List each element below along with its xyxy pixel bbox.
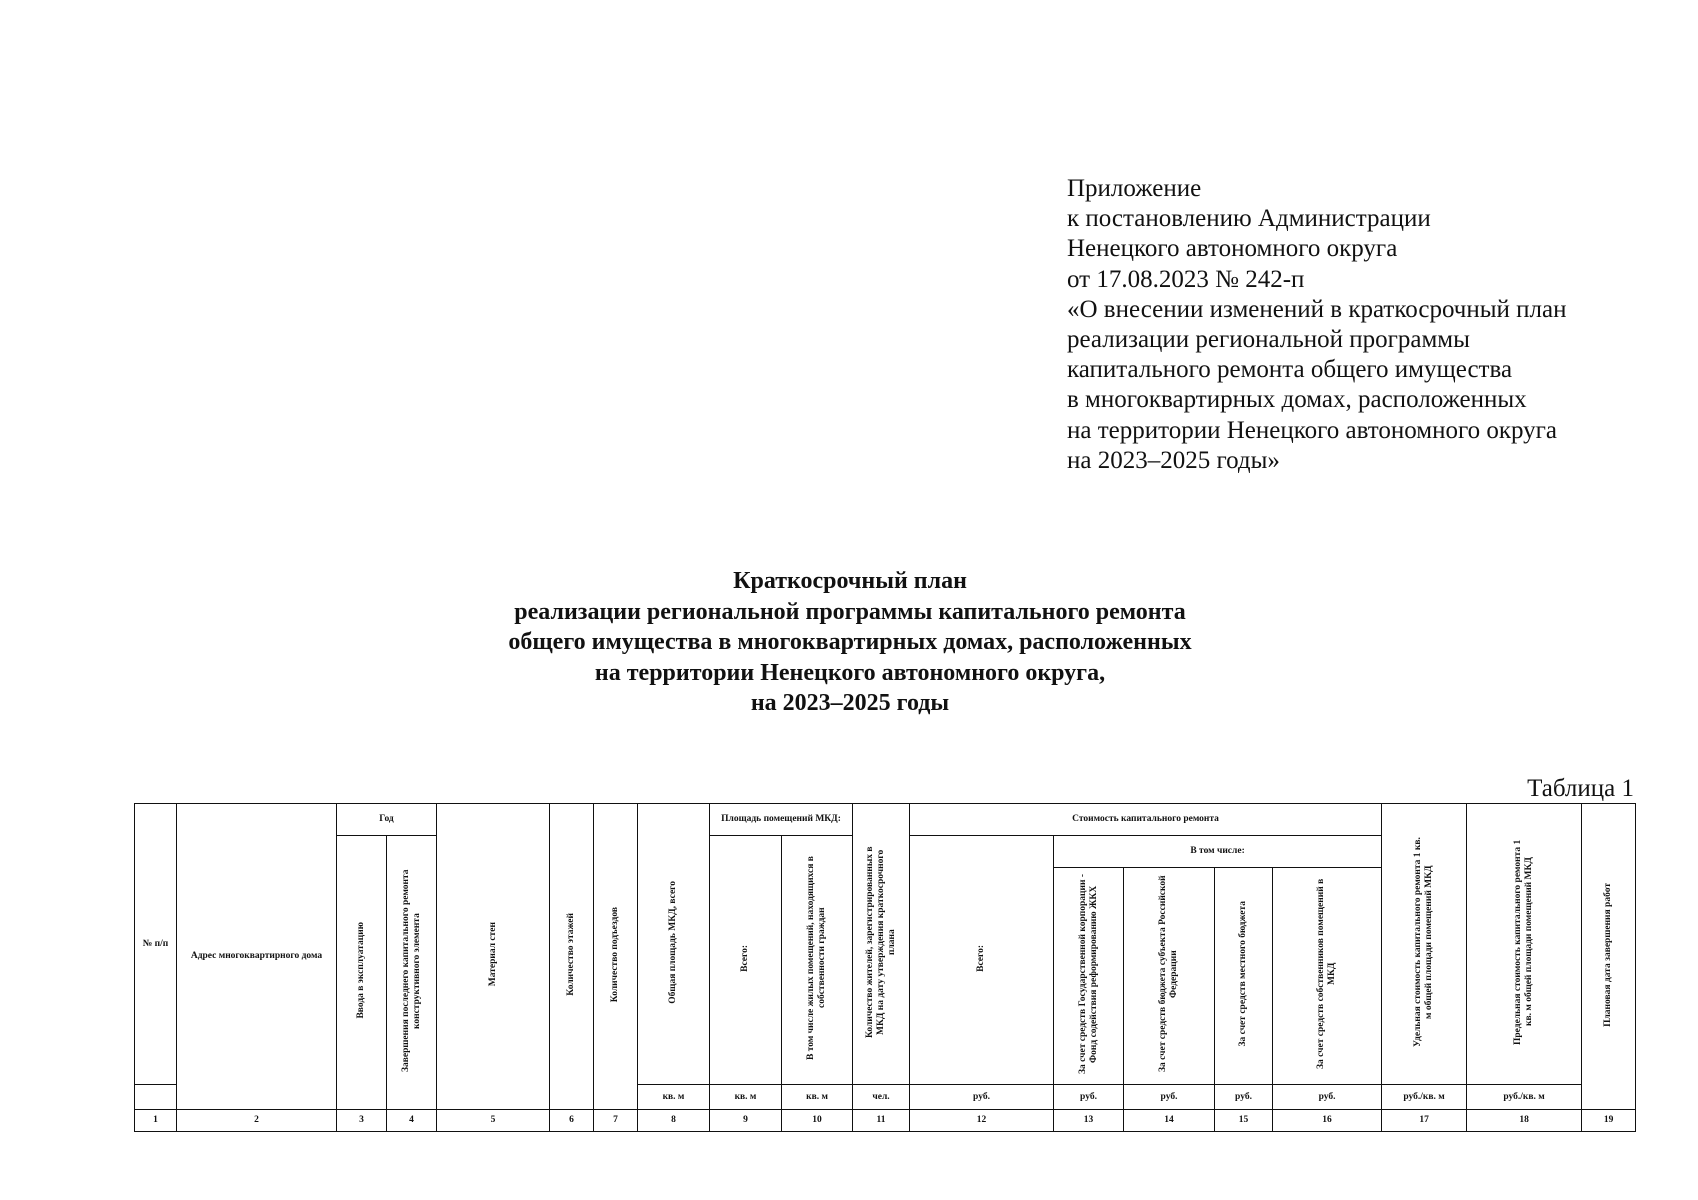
appendix-line: капитального ремонта общего имущества [1067, 356, 1513, 384]
unit-cost-fund: руб. [1054, 1085, 1124, 1110]
column-number: 14 [1124, 1110, 1215, 1132]
column-number: 3 [337, 1110, 387, 1132]
column-number: 18 [1467, 1110, 1582, 1132]
unit-cost-total: руб. [910, 1085, 1054, 1110]
header-entrances: Количество подъездов [594, 804, 638, 1110]
appendix-block [1067, 174, 1667, 476]
appendix-line: в многоквартирных домах, расположенных [1067, 386, 1527, 414]
header-cost-fund: За счет средств Государственной корпорации - Фонд содействия реформированию ЖКХ [1054, 868, 1124, 1085]
plan-table [134, 803, 1636, 1132]
title-line: общего имущества в многоквартирных домах, расположенных [508, 629, 1192, 655]
header-floors: Количество этажей [550, 804, 594, 1110]
appendix-line: на 2023–2025 годы» [1067, 446, 1280, 474]
unit-premises-residential: кв. м [782, 1085, 853, 1110]
header-cost-local: За счет средств местного бюджета [1215, 868, 1273, 1085]
unit-residents: чел. [853, 1085, 910, 1110]
unit-unit-cost: руб./кв. м [1382, 1085, 1467, 1110]
header-num: № п/п [135, 804, 177, 1085]
column-number: 1 [135, 1110, 177, 1132]
appendix-line: к постановлению Администрации [1067, 205, 1431, 233]
header-unit-cost: Удельная стоимость капитального ремонта 1 кв. м общей площади помещений МКД [1382, 804, 1467, 1085]
title-line: Краткосрочный план [733, 568, 967, 594]
appendix-line: на территории Ненецкого автономного округа [1067, 416, 1558, 444]
column-number: 4 [387, 1110, 437, 1132]
column-number: 2 [177, 1110, 337, 1132]
header-cost-owners: За счет средств собственников помещений в МКД [1273, 868, 1382, 1085]
appendix-line: Ненецкого автономного округа [1067, 235, 1398, 263]
header-premises-total: Всего: [710, 836, 782, 1085]
column-number: 15 [1215, 1110, 1273, 1132]
column-number: 7 [594, 1110, 638, 1132]
column-number: 8 [638, 1110, 710, 1132]
header-cost-including: В том числе: [1054, 836, 1382, 868]
header-premises-area-group: Площадь помещений МКД: [710, 804, 853, 836]
header-wall-material: Материал стен [437, 804, 550, 1110]
unit-total-area: кв. м [638, 1085, 710, 1110]
column-number: 9 [710, 1110, 782, 1132]
header-premises-residential: В том числе жилых помещений, находящихся в собственности граждан [782, 836, 853, 1085]
header-year-commission: Ввода в эксплуатацию [337, 836, 387, 1110]
header-max-unit-cost: Предельная стоимость капитального ремонта 1 кв. м общей площади помещений МКД [1467, 804, 1582, 1085]
appendix-line: от 17.08.2023 № 242-п [1067, 265, 1305, 293]
header-cost-group: Стоимость капитального ремонта [910, 804, 1382, 836]
column-number: 5 [437, 1110, 550, 1132]
title-line: на территории Ненецкого автономного округа, [594, 659, 1106, 686]
header-cost-total: Всего: [910, 836, 1054, 1085]
appendix-line: «О внесении изменений в краткосрочный план [1067, 295, 1567, 323]
unit-max-unit-cost: руб./кв. м [1467, 1085, 1582, 1110]
unit-cost-owners: руб. [1273, 1085, 1382, 1110]
header-residents: Количество жителей, зарегистрированных в МКД на дату утверждения краткосрочного плана [853, 804, 910, 1085]
header-year-last-repair: Завершения последнего капитального ремонта конструктивного элемента [387, 836, 437, 1110]
unit-cost-local: руб. [1215, 1085, 1273, 1110]
column-number: 19 [1582, 1110, 1636, 1132]
table-label: Таблица 1 [1527, 775, 1634, 802]
appendix-line: реализации региональной программы [1067, 326, 1470, 354]
header-planned-date: Плановая дата завершения работ [1582, 804, 1636, 1110]
appendix-line: Приложение [1067, 175, 1202, 202]
column-number: 13 [1054, 1110, 1124, 1132]
unit-cost-region: руб. [1124, 1085, 1215, 1110]
document-title [340, 566, 1360, 719]
unit-premises-total: кв. м [710, 1085, 782, 1110]
column-number: 12 [910, 1110, 1054, 1132]
column-number: 11 [853, 1110, 910, 1132]
column-number: 17 [1382, 1110, 1467, 1132]
title-line: на 2023–2025 годы [750, 690, 950, 716]
header-total-area: Общая площадь МКД, всего [638, 804, 710, 1085]
unit-cell-num [135, 1085, 177, 1110]
title-line: реализации региональной программы капитального ремонта [514, 598, 1186, 625]
header-address: Адрес многоквартирного дома [177, 804, 337, 1110]
header-year-group: Год [337, 804, 437, 836]
column-number: 16 [1273, 1110, 1382, 1132]
column-number: 10 [782, 1110, 853, 1132]
column-number: 6 [550, 1110, 594, 1132]
header-cost-region: За счет средств бюджета субъекта Российской Федерации [1124, 868, 1215, 1085]
